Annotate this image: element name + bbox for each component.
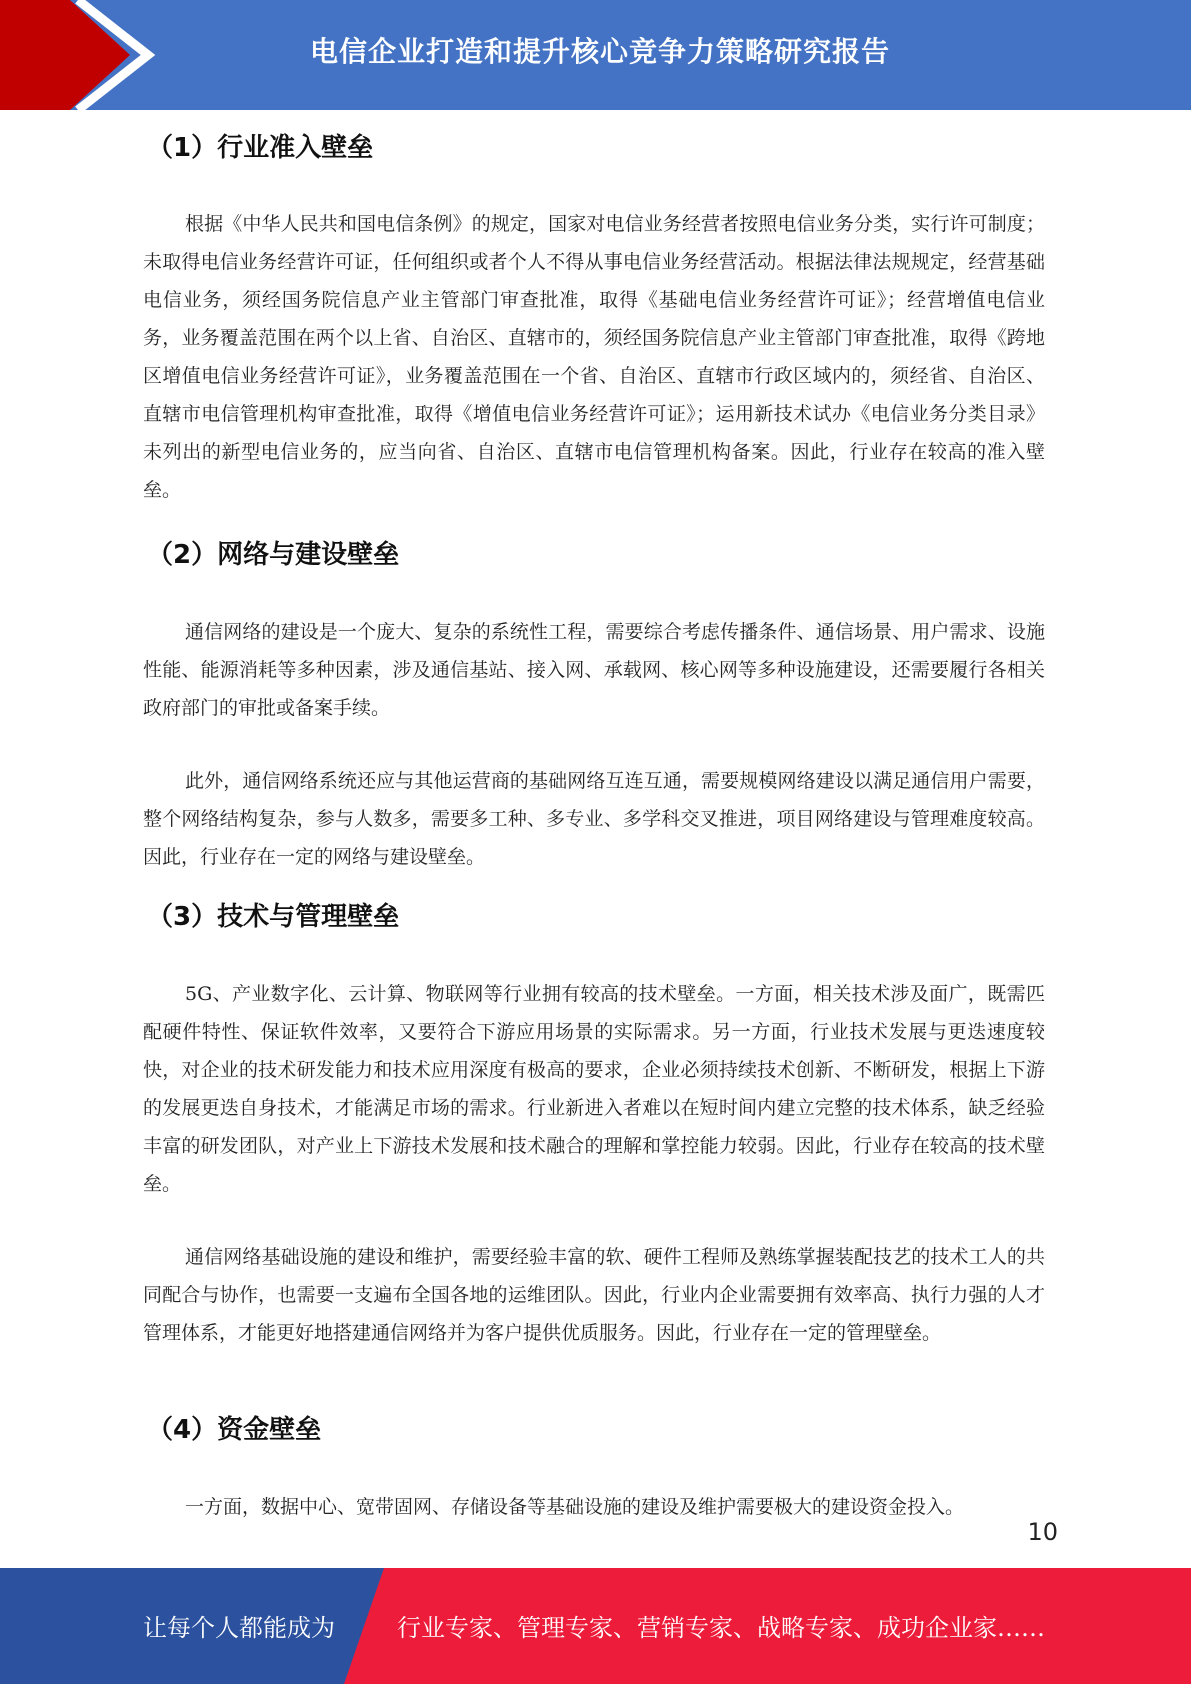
footer-slogan: 让每个人都能成为 bbox=[143, 1614, 335, 1642]
page-footer bbox=[0, 1568, 1191, 1684]
document-title: 电信企业打造和提升核心竞争力策略研究报告 bbox=[310, 35, 891, 68]
header-arrow-decoration bbox=[0, 0, 160, 110]
footer-roles: 行业专家、管理专家、营销专家、战略专家、成功企业家…… bbox=[397, 1614, 1045, 1642]
section-heading-entry-barrier: （1）行业准入壁垒 bbox=[147, 133, 374, 163]
paragraph: 根据《中华人民共和国电信条例》的规定，国家对电信业务经营者按照电信业务分类，实行许可制度；未取得电信业务经营许可证，任何组织或者个人不得从事电信业务经营活动。根据法律法规规定，经营基础电信业务，须经国务院信息产业主管部门审查批准，取得《基础电信业务经营许可证》；经营增值电信业务，业务覆盖范围在两个以上省、自治区、直辖市的，须经国务院信息产业主管部门审查批准，取得《跨地区增值电信业务经营许可证》，业务覆盖范围在一个省、自治区、直辖市行政区域内的，须经省、自治区、直辖市电信管理机构审查批准，取得《增值电信业务经营许可证》；运用新技术试办《电信业务分类目录》未列出的新型电信业务的，应当向省、自治区、直辖市电信管理机构备案。因此，行业存在较高的准入壁垒。 bbox=[143, 213, 1045, 501]
paragraph: 5G、产业数字化、云计算、物联网等行业拥有较高的技术壁垒。一方面，相关技术涉及面广，既需匹配硬件特性、保证软件效率，又要符合下游应用场景的实际需求。另一方面，行业技术发展与更迭速度较快，对企业的技术研发能力和技术应用深度有极高的要求，企业必须持续技术创新、不断研发，根据上下游的发展更迭自身技术，才能满足市场的需求。行业新进入者难以在短时间内建立完整的技术体系，缺乏经验丰富的研发团队，对产业上下游技术发展和技术融合的理解和掌控能力较弱。因此，行业存在较高的技术壁垒。 bbox=[143, 983, 1045, 1195]
paragraph: 通信网络基础设施的建设和维护，需要经验丰富的软、硬件工程师及熟练掌握装配技艺的技术工人的共同配合与协作，也需要一支遍布全国各地的运维团队。因此，行业内企业需要拥有效率高、执行力强的人才管理体系，才能更好地搭建通信网络并为客户提供优质服务。因此，行业存在一定的管理壁垒。 bbox=[143, 1246, 1045, 1344]
paragraph: 此外，通信网络系统还应与其他运营商的基础网络互连互通，需要规模网络建设以满足通信用户需要，整个网络结构复杂，参与人数多，需要多工种、多专业、多学科交叉推进，项目网络建设与管理难度较高。因此，行业存在一定的网络与建设壁垒。 bbox=[143, 770, 1045, 868]
header-red-arrow bbox=[0, 0, 130, 110]
section-heading-tech-management-barrier: （3）技术与管理壁垒 bbox=[147, 902, 400, 932]
section-heading-network-barrier: （2）网络与建设壁垒 bbox=[147, 540, 400, 570]
section-heading-capital-barrier: （4）资金壁垒 bbox=[147, 1415, 322, 1445]
paragraph: 通信网络的建设是一个庞大、复杂的系统性工程，需要综合考虑传播条件、通信场景、用户需求、设施性能、能源消耗等多种因素，涉及通信基站、接入网、承载网、核心网等多种设施建设，还需要履行各相关政府部门的审批或备案手续。 bbox=[143, 621, 1045, 719]
page-number: 10 bbox=[1027, 1518, 1058, 1546]
page-header bbox=[0, 0, 1191, 110]
paragraph: 一方面，数据中心、宽带固网、存储设备等基础设施的建设及维护需要极大的建设资金投入。 bbox=[185, 1496, 965, 1518]
